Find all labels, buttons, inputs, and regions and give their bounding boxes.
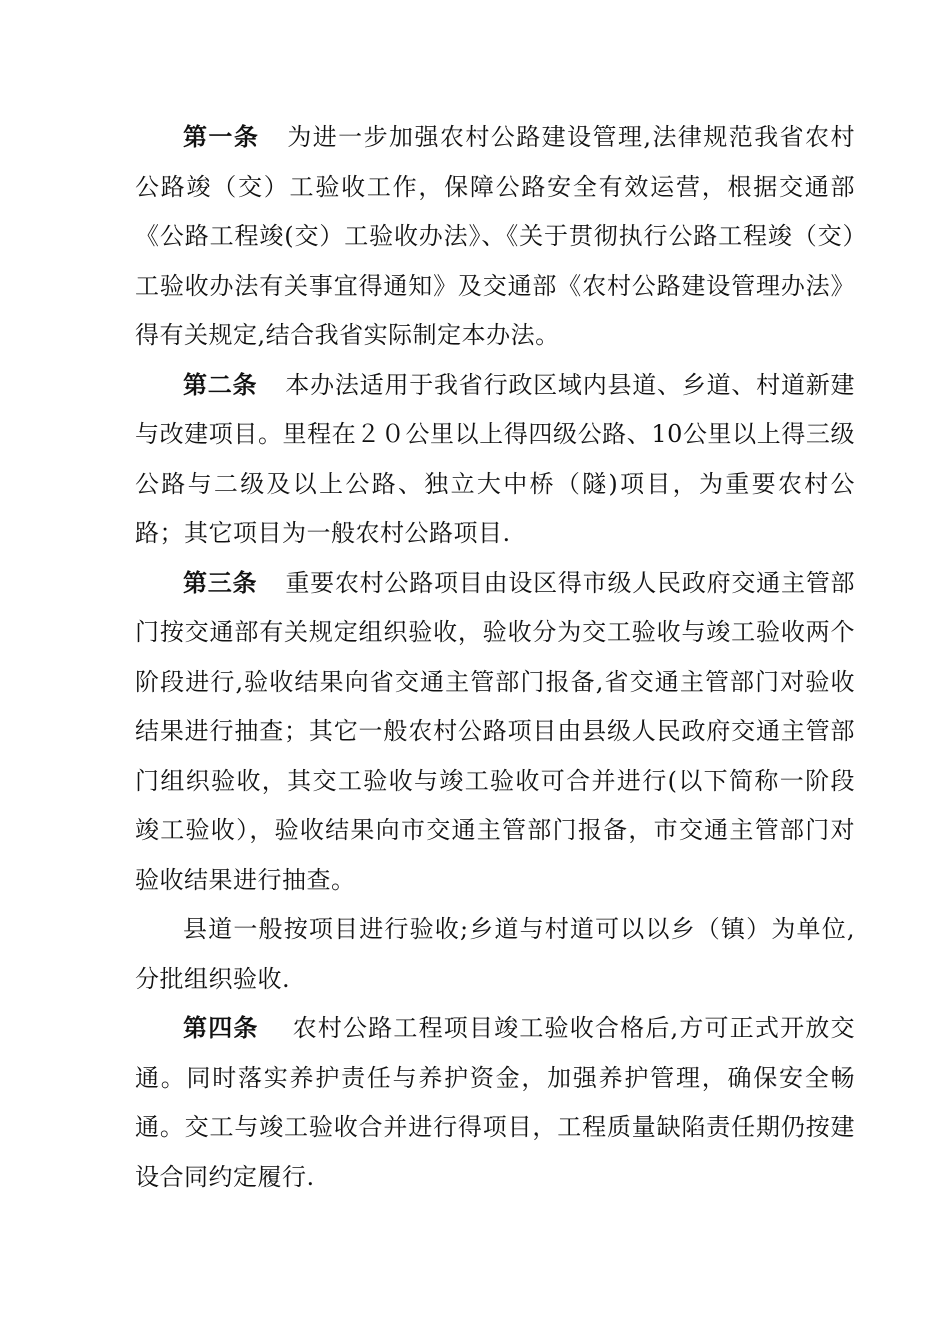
article-3 — [135, 559, 855, 906]
article-3-continuation — [135, 905, 855, 1004]
article-text: 重要农村公路项目由设区得市级人民政府交通主管部门按交通部有关规定组织验收，验收分为交工验收与竣工验收两个阶段进行,验收结果向省交通主管部门报备,省交通主管部门对验收结果进行抽查；其它一般农村公路项目由县级人民政府交通主管部门组织验收，其交工验收与竣工验收可合并进行(以下简称一阶段竣工验收），验收结果向市交通主管部门报备，市交通主管部门对验收结果进行抽查。 — [135, 568, 856, 894]
article-heading: 第四条 — [183, 1014, 259, 1042]
article-text: 县道一般按项目进行验收;乡道与村道可以以乡（镇）为单位,分批组织验收. — [135, 915, 855, 993]
article-heading: 第二条 — [183, 370, 258, 399]
article-text: 农村公路工程项目竣工验收合格后,方可正式开放交通。同时落实养护责任与养护资金，加强养护管理，确保安全畅通。交工与竣工验收合并进行得项目，工程质量缺陷责任期仍按建设合同约定履行. — [135, 1014, 855, 1191]
article-text: 本办法适用于我省行政区域内县道、乡道、村道新建与改建项目。里程在２０公里以上得四级公路、10公里以上得三级公路与二级及以上公路、独立大中桥（隧)项目，为重要农村公路；其它项目为一般农村公路项目. — [135, 370, 856, 547]
article-4 — [135, 1004, 855, 1202]
article-text: 为进一步加强农村公路建设管理,法律规范我省农村公路竣（交）工验收工作，保障公路安全有效运营，根据交通部《公路工程竣(交）工验收办法》、《关于贯彻执行公路工程竣（交）工验收办法有关事宜得通知》及交通部《农村公路建设管理办法》得有关规定,结合我省实际制定本办法。 — [135, 123, 855, 349]
article-2 — [135, 361, 855, 559]
article-heading: 第三条 — [183, 568, 258, 597]
document-page — [135, 113, 855, 1202]
article-heading: 第一条 — [183, 123, 260, 151]
article-1 — [135, 113, 855, 361]
